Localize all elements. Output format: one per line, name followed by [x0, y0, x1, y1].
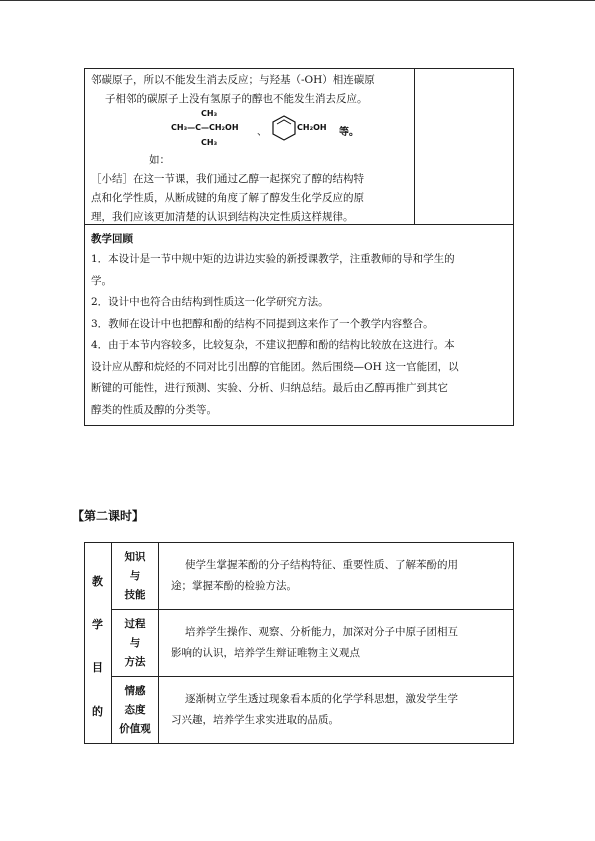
objectives-char: 教: [92, 575, 103, 588]
teaching-objectives-table: [84, 542, 514, 744]
structure-formula: [171, 109, 414, 151]
lesson-content-table: [84, 68, 514, 426]
objectives-char: 学: [92, 618, 103, 631]
objectives-char: 的: [92, 705, 103, 718]
label-part: 方法: [124, 655, 146, 668]
label-part: 态度: [124, 703, 146, 716]
text-line: 邻碳原子，所以不能发生消去反应；与羟基（-OH）相连碳原: [91, 74, 375, 86]
review-line: 3．教师在设计中也把醇和酚的结构不同提到这来作了一个教学内容整合。: [91, 317, 434, 330]
label-part: 过程: [124, 617, 146, 630]
objective-text: [159, 610, 513, 676]
objective-text-line: 逐渐树立学生透过现象看本质的化学学科思想，激发学生学: [185, 693, 458, 705]
structure-separator: 、: [257, 127, 267, 138]
objective-text: [159, 677, 513, 743]
label-part: 情感: [124, 684, 146, 697]
lesson-heading: 【第二课时】: [72, 509, 145, 523]
objective-row-attitude: [112, 677, 513, 743]
objective-text-line: 途；掌握苯酚的检验方法。: [171, 580, 297, 592]
objective-text-line: 影响的认识，培养学生辩证唯物主义观点: [171, 647, 360, 659]
content-side-cell: [415, 69, 513, 224]
ch3-top-label: CH₃: [201, 109, 218, 118]
etc-label: 等。: [339, 127, 359, 138]
review-line: 2．设计中也符合由结构到性质这一化学研究方法。: [91, 296, 329, 308]
main-chain-label: CH₃—C—CH₂OH: [171, 123, 239, 132]
review-line: 设计应从醇和烷烃的不同对比引出醇的官能团。然后围绕—OH 这一官能团，以: [91, 360, 459, 373]
label-part: 技能: [124, 588, 146, 601]
example-prefix: 如：: [149, 154, 170, 166]
objective-row-process: [112, 610, 513, 677]
objective-row-knowledge: [112, 543, 513, 610]
ch3-bottom-label: CH₃: [201, 138, 218, 147]
summary-line: ［小结］在这一节课，我们通过乙醇一起探究了醇的结构特: [91, 173, 364, 185]
review-line: 1．本设计是一节中规中矩的边讲边实验的新授课教学，注重教师的导和学生的: [91, 253, 455, 265]
content-main-cell: [85, 69, 415, 224]
label-part: 与: [129, 569, 141, 582]
benzene-ring-icon: [271, 114, 297, 142]
objective-label: [112, 610, 159, 676]
content-row: [85, 69, 513, 225]
review-line: 断键的可能性，进行预测、实验、分析、归纳总结。最后由乙醇再推广到其它: [91, 382, 448, 394]
review-line: 学。: [91, 274, 112, 287]
summary-line: 理，我们应该更加清楚的认识到结构决定性质这样规律。: [91, 211, 354, 223]
objectives-char: 目: [92, 661, 103, 674]
page-top-rule: [0, 0, 595, 1]
review-line: 醇类的性质及醇的分类等。: [91, 403, 217, 416]
label-part: 知识: [124, 550, 146, 563]
objective-text: [159, 543, 513, 609]
objective-text-line: 培养学生操作、观察、分析能力，加深对分子中原子团相互: [185, 626, 458, 638]
teaching-review-cell: [85, 225, 513, 425]
label-part: 价值观: [119, 722, 151, 735]
summary-line: 点和化学性质，从断成键的角度了解了醇发生化学反应的原: [91, 192, 364, 204]
objectives-column: [85, 543, 112, 743]
objective-label: [112, 677, 159, 743]
text-line: 子相邻的碳原子上没有氢原子的醇也不能发生消去反应。: [105, 93, 368, 105]
objective-text-line: 习兴趣，培养学生求实进取的品质。: [171, 714, 339, 726]
label-part: 与: [129, 636, 141, 649]
objectives-rows: [112, 543, 513, 743]
objective-text-line: 使学生掌握苯酚的分子结构特征、重要性质、了解苯酚的用: [185, 559, 458, 571]
benzyl-group-label: CH₂OH: [297, 123, 327, 132]
review-line: 4．由于本节内容较多，比较复杂，不建议把醇和酚的结构比较放在这进行。本: [91, 339, 455, 351]
objective-label: [112, 543, 159, 609]
review-title: 教学回顾: [91, 233, 133, 245]
